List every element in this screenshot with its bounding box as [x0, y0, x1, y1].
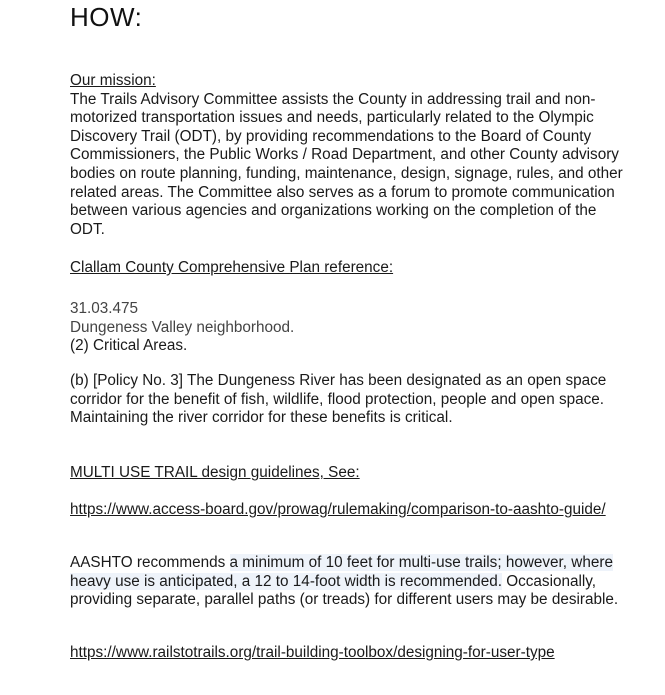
access-board-link[interactable]: https://www.access-board.gov/prowag/rulemaking/comparison-to-aashto-guide/: [70, 501, 606, 518]
aashto-highlight: a minimum of 10 feet for multi-use trails; however, where heavy use is anticipated, a 12 to 14-foot width is recommended.: [70, 554, 613, 590]
mission-section: [70, 72, 630, 239]
aashto-text: [70, 554, 630, 610]
plan-reference: [70, 300, 630, 356]
plan-policy-block: [70, 372, 630, 428]
aashto-text-start: AASHTO recommends: [70, 554, 230, 571]
plan-policy: (b) [Policy No. 3] The Dungeness River has been designated as an open space corridor for the benefit of fish, wildlife, flood protection, people and open space. Maintaining the river corridor for these benefits is critical.: [70, 372, 607, 427]
plan-section: (2) Critical Areas.: [70, 337, 188, 355]
plan-neighborhood: Dungeness Valley neighborhood.: [70, 318, 295, 336]
mission-title: Our mission:: [70, 72, 156, 89]
plan-title-block: [70, 259, 630, 278]
guidelines-link2-block: [70, 644, 630, 663]
aashto-block: [70, 554, 630, 610]
page-heading: HOW:: [70, 2, 143, 32]
railstotrails-link[interactable]: https://www.railstotrails.org/trail-building-toolbox/designing-for-user-type: [70, 644, 555, 661]
guidelines-title: MULTI USE TRAIL design guidelines, See:: [70, 464, 360, 481]
plan-code: 31.03.475: [70, 300, 139, 317]
mission-body: The Trails Advisory Committee assists the County in addressing trail and non-motorized transportation issues and needs, particularly related to the Olympic Discovery Trail (ODT), by providing recommendations to the Board of County Commissioners, the Public Works / Road Department, and other County advisory bodies on route planning, funding, maintenance, design, signage, rules, and other related areas. The Committee also serves as a forum to promote communication between various agencies and organizations working on the completion of the ODT.: [70, 90, 623, 238]
guidelines-link1-block: [70, 501, 630, 520]
plan-title: Clallam County Comprehensive Plan reference:: [70, 259, 394, 276]
guidelines-title-block: [70, 464, 630, 483]
aashto-text-end: Occasionally, providing separate, parallel paths (or treads) for different users may be desirable.: [70, 572, 619, 609]
